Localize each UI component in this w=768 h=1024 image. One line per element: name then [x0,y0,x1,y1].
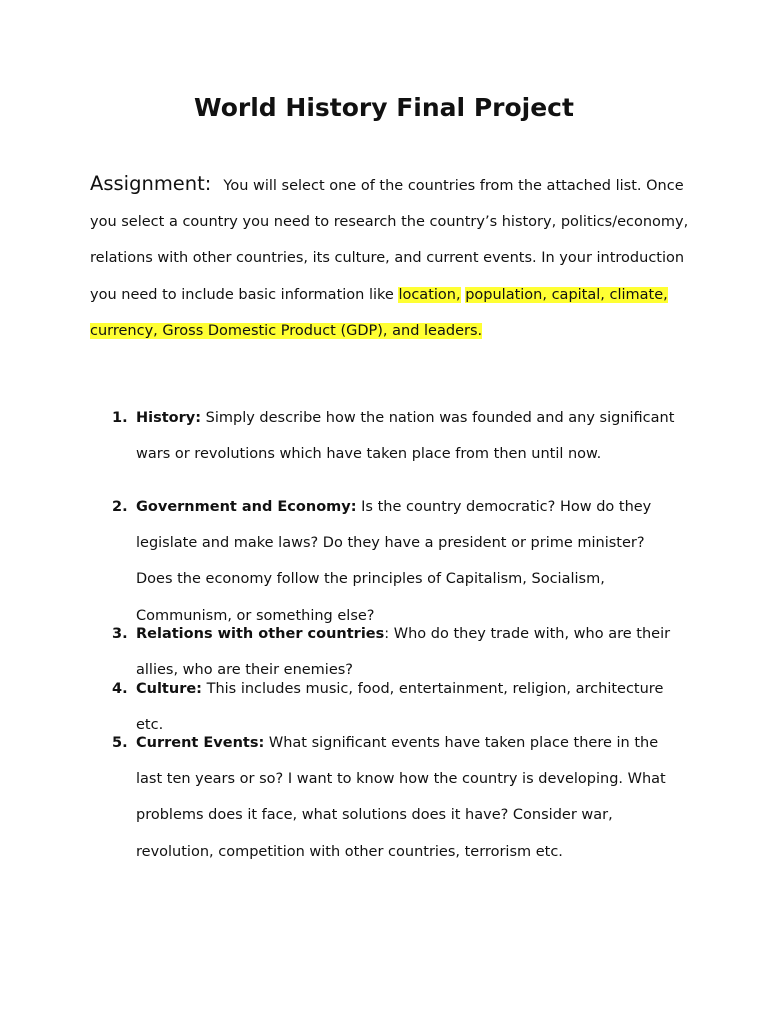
list-item-heading: History: [136,410,202,426]
assignment-text: You will select one of the countries from the attached list. Once you select a country you need to research the country’s history, politics/economy, relations with other countries, its culture, and current events. In your introduction you need to include basic information like [90,178,689,303]
list-item-text: What significant events have taken place there in the last ten years or so? I want to know how the country is developing. What problems does it face, what solutions does it have? Consider war, revolution, competition with other countries, terrorism etc. [136,735,666,860]
list-item-number: 2. [112,499,128,515]
list-item-number: 5. [112,735,128,751]
list-item-number: 3. [112,626,128,642]
list-item-text: Is the country democratic? How do they legislate and make laws? Do they have a president or prime minister? Does the economy follow the principles of Capitalism, Socialism, Communism, or something else? [136,499,652,624]
list-item-heading: Culture: [136,681,202,697]
list-item-number: 1. [112,410,128,426]
assignment-paragraph [90,166,690,349]
list-item-heading: Government and Economy: [136,499,357,515]
list-item-number: 4. [112,681,128,697]
list-item-heading: Relations with other countries [136,626,385,642]
document-title: World History Final Project [194,93,574,122]
list-item-heading: Current Events: [136,735,265,751]
list-item-text: : Who do they trade with, who are their allies, who are their enemies? [136,626,671,679]
highlighted-text-details: population, capital, climate, currency, Gross Domestic Product (GDP), and leaders. [90,286,668,339]
assignment-label: Assignment: [90,172,212,195]
list-item-text: This includes music, food, entertainment, religion, architecture etc. [136,681,664,734]
highlighted-text-location: location, [398,286,461,303]
list-item-text: Simply describe how the nation was founded and any significant wars or revolutions which have taken place from then until now. [136,410,675,463]
